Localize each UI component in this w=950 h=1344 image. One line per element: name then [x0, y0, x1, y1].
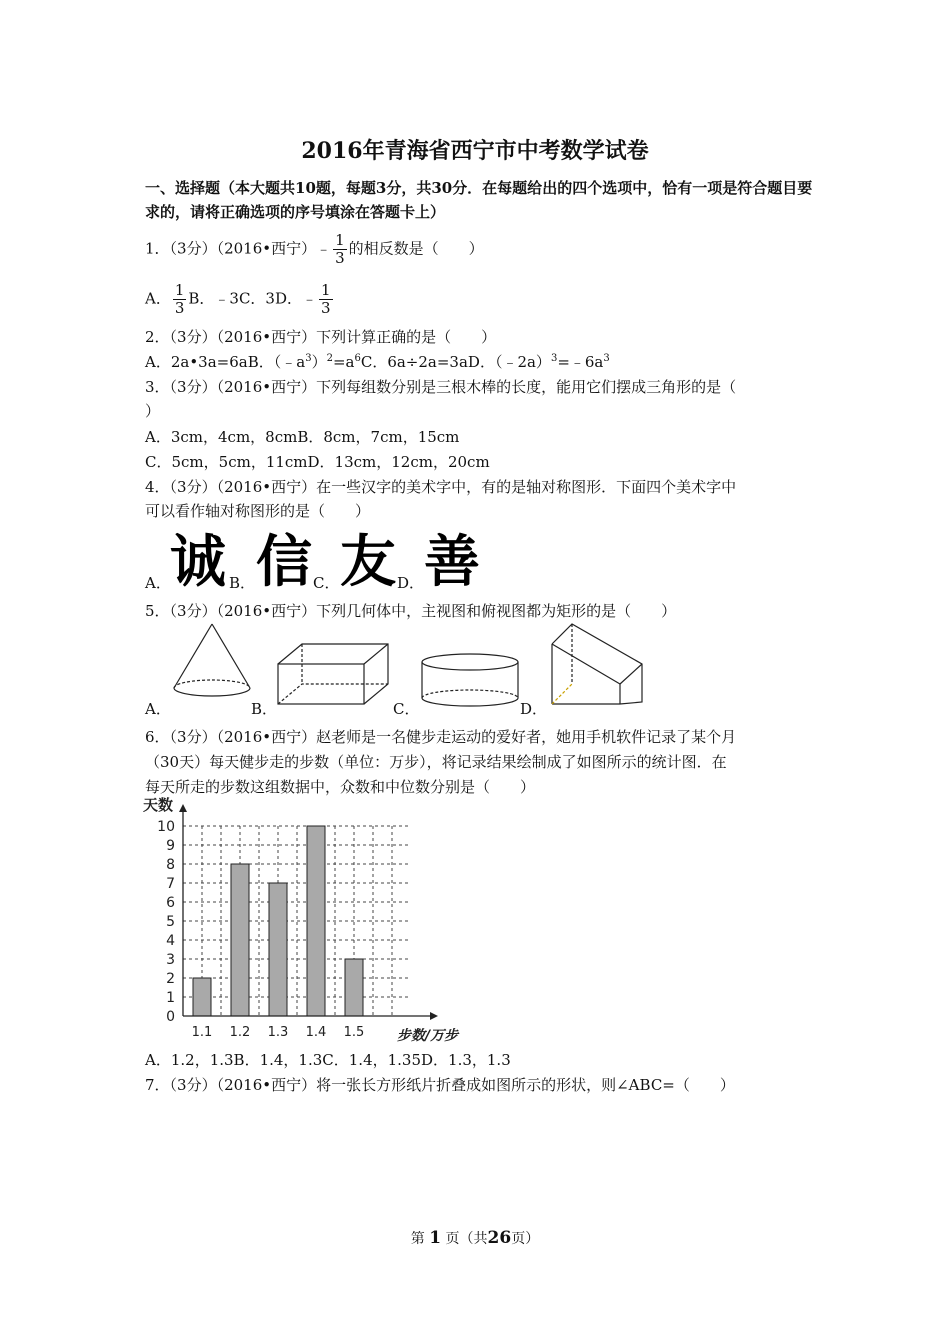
q1-opt-a: A． — [145, 289, 171, 308]
y-tick-label: 6 — [166, 895, 175, 911]
question-7: 7．（3分）（2016•西宁）将一张长方形纸片折叠成如图所示的形状，则∠ABC=（ ） — [145, 1076, 735, 1094]
q6-options: A．1.2，1.3B．1.4，1.3C．1.4，1.35D．1.3，1.3 — [145, 1051, 511, 1069]
y-tick-label: 7 — [166, 876, 175, 892]
cone-figure — [174, 624, 250, 696]
q1-opt-d-num: 1 — [321, 281, 331, 299]
art-char-cheng: 诚 — [170, 530, 224, 595]
prism-figure — [552, 624, 642, 704]
q1-opt-d-fraction — [319, 282, 333, 317]
y-tick-label: 2 — [166, 971, 175, 987]
q4-label-d: D． — [397, 574, 425, 592]
question-3: 3．（3分）（2016•西宁）下列每组数分别是三根木棒的长度，能用它们摆成三角形的是（ — [145, 378, 737, 396]
q2-opt-part-1: A．2a•3a=6aB．（﹣a — [145, 353, 306, 371]
bar-1.4 — [307, 826, 325, 1016]
question-4: 4．（3分）（2016•西宁）在一些汉字的美术字中，有的是轴对称图形．下面四个美术字中 — [145, 478, 737, 496]
cuboid-figure — [278, 644, 388, 704]
footer-mid: 页（共 — [445, 1231, 488, 1247]
page-footer — [0, 1228, 950, 1248]
q4-stem-2: 可以看作轴对称图形的是（ ） — [145, 502, 371, 520]
q1-opt-a-num: 1 — [174, 281, 185, 299]
q1-frac-num: 1 — [335, 231, 345, 249]
q1-fraction — [333, 232, 347, 267]
q6-stem-2: （30天）每天健步走的步数（单位：万步），将记录结果绘制成了如图所示的统计图．在 — [145, 753, 727, 771]
question-1 — [145, 232, 484, 267]
q2-opt-part-5: =﹣6a — [557, 353, 604, 371]
cylinder-figure — [422, 654, 518, 706]
y-tick-label: 5 — [166, 914, 175, 930]
q2-opt-part-3: =a — [332, 353, 355, 371]
step-count-bar-chart — [135, 796, 475, 1048]
q1-stem-pre: 1．（3分）（2016•西宁）﹣ — [145, 239, 332, 258]
q5-label-c: C． — [393, 700, 420, 718]
q1-frac-den: 3 — [335, 249, 345, 267]
x-axis-arrow — [430, 1012, 438, 1020]
q1-opt-a-den: 3 — [174, 299, 185, 317]
y-tick-label: 3 — [166, 952, 175, 968]
q3-stem-end: ） — [145, 402, 161, 420]
art-char-xin: 信 — [256, 530, 310, 595]
q2-options — [145, 351, 610, 372]
q2-sup-1: 3 — [305, 353, 312, 364]
q4-label-b: B． — [229, 574, 256, 592]
q2-opt-part-4: C．6a÷2a=3aD．（﹣2a） — [360, 353, 551, 371]
y-tick-label: 4 — [166, 933, 175, 949]
q3-options-cd: C．5cm，5cm，11cmD．13cm，12cm，20cm — [145, 453, 490, 471]
x-tick-label: 1.3 — [267, 1025, 289, 1040]
q5-label-d: D． — [520, 700, 548, 718]
bar-1.2 — [231, 864, 249, 1016]
q2-sup-3: 6 — [354, 353, 361, 364]
y-axis-title: 天数 — [143, 796, 174, 814]
art-char-you: 友 — [340, 530, 394, 595]
bar-1.5 — [345, 959, 363, 1016]
y-tick-label: 8 — [166, 857, 175, 873]
footer-total-pages: 26 — [487, 1228, 512, 1248]
section-heading: 一、选择题（本大题共10题，每题3分，共30分．在每题给出的四个选项中，恰有一项是符合题目要求的，请将正确选项的序号填涂在答题卡上） — [145, 179, 813, 221]
x-tick-label: 1.2 — [229, 1025, 251, 1040]
q4-label-a: A． — [145, 574, 171, 592]
y-tick-label: 0 — [166, 1009, 175, 1025]
q3-options-ab: A．3cm，4cm，8cmB．8cm，7cm，15cm — [145, 428, 460, 446]
q2-sup-4: 3 — [550, 353, 558, 364]
q6-stem-3: 每天所走的步数这组数据中，众数和中位数分别是（ ） — [145, 778, 536, 796]
x-tick-label: 1.5 — [343, 1025, 365, 1040]
bar-1.3 — [269, 883, 287, 1016]
y-tick-label: 1 — [166, 990, 175, 1006]
art-char-shan: 善 — [424, 530, 478, 595]
x-tick-label: 1.4 — [305, 1025, 327, 1040]
q5-solids-figure — [160, 618, 660, 710]
x-tick-label: 1.1 — [191, 1025, 213, 1040]
footer-post: 页） — [511, 1231, 540, 1247]
q5-label-b: B． — [251, 700, 278, 718]
question-6: 6．（3分）（2016•西宁）赵老师是一名健步走运动的爱好者，她用手机软件记录了某个月 — [145, 728, 737, 746]
question-5: 5．（3分）（2016•西宁）下列几何体中，主视图和俯视图都为矩形的是（ ） — [145, 602, 677, 620]
q1-options — [145, 282, 335, 317]
q5-label-a: A． — [145, 700, 171, 718]
q1-opt-rest: B．﹣3C．3D．﹣ — [188, 289, 318, 308]
q1-opt-d-den: 3 — [321, 299, 331, 317]
question-2: 2．（3分）（2016•西宁）下列计算正确的是（ ） — [145, 328, 497, 346]
x-axis-title: 步数/万步 — [397, 1028, 459, 1044]
bar-1.1 — [193, 978, 211, 1016]
page-title: 2016年青海省西宁市中考数学试卷 — [301, 138, 649, 164]
y-tick-label: 9 — [166, 838, 175, 854]
y-axis-arrow — [179, 804, 187, 812]
q4-label-c: C． — [313, 574, 340, 592]
footer-page-number: 1 — [429, 1228, 442, 1248]
q2-sup-5: 3 — [603, 353, 610, 364]
q1-stem-post: 的相反数是（ ） — [348, 239, 484, 258]
q1-opt-a-fraction — [173, 282, 187, 317]
footer-pre: 第 — [410, 1231, 425, 1247]
q2-opt-part-2: ） — [311, 353, 327, 371]
y-tick-label: 10 — [157, 819, 175, 835]
q2-sup-2: 2 — [326, 353, 333, 364]
